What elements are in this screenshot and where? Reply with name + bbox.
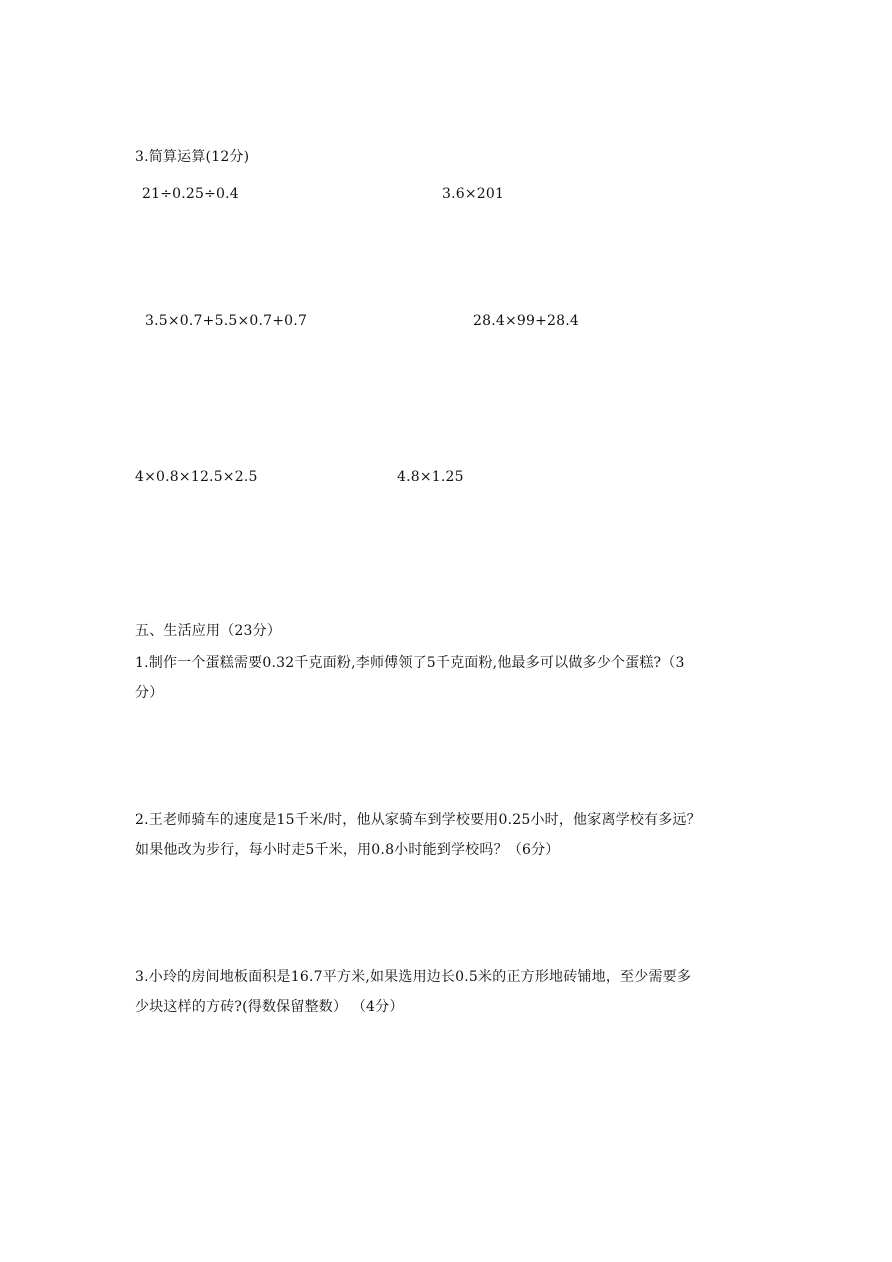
section-5-heading: 五、生活应用（23分）: [135, 623, 282, 639]
problem-3: 3.5×0.7+5.5×0.7+0.7: [145, 313, 308, 329]
problem-5: 4×0.8×12.5×2.5: [135, 469, 258, 485]
application-question-2: [135, 805, 765, 865]
problem-4: 28.4×99+28.4: [473, 313, 580, 329]
problem-6: 4.8×1.25: [397, 469, 464, 485]
question-3-line-2: 少块这样的方砖?(得数保留整数） （4分）: [135, 999, 404, 1015]
question-2-line-1: 2.王老师骑车的速度是15千米/时，他从家骑车到学校要用0.25小时，他家离学校有多远？: [135, 812, 701, 828]
question-1-line-2: 分）: [135, 685, 164, 701]
problem-1: 21÷0.25÷0.4: [142, 186, 239, 202]
section-3-heading: 3.简算运算(12分): [135, 149, 250, 165]
question-3-line-1: 3.小玲的房间地板面积是16.7平方米,如果选用边长0.5米的正方形地砖铺地，至少需要多: [135, 969, 692, 985]
problem-2: 3.6×201: [442, 186, 505, 202]
question-2-line-2: 如果他改为步行，每小时走5千米，用0.8小时能到学校吗？（6分）: [135, 842, 560, 858]
application-question-1: [135, 648, 765, 708]
application-question-3: [135, 962, 765, 1022]
question-1-line-1: 1.制作一个蛋糕需要0.32千克面粉,李师傅领了5千克面粉,他最多可以做多少个蛋糕?（3: [135, 655, 685, 671]
